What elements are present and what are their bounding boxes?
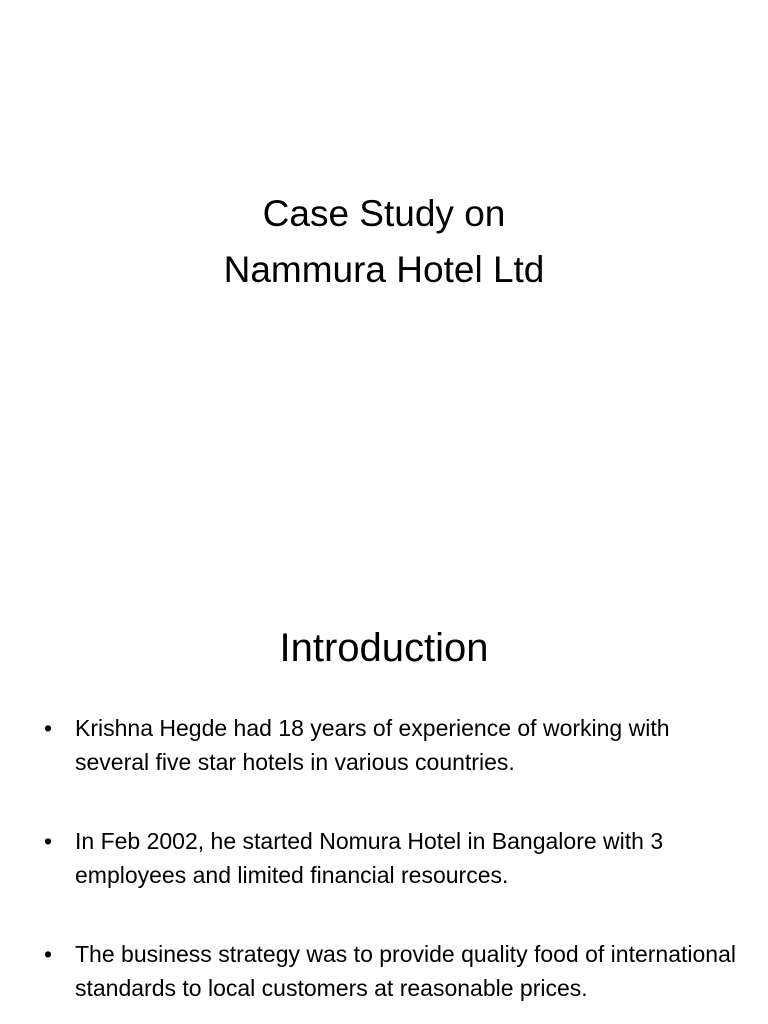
bullet-text: The business strategy was to provide quality food of international standards to local customers at reasonable prices. <box>75 941 736 1001</box>
title-line-2: Nammura Hotel Ltd <box>223 249 545 290</box>
slide-title-text <box>0 186 768 298</box>
bullet-list <box>44 711 744 1024</box>
section-heading: Introduction <box>279 626 489 670</box>
bullet-icon: • <box>44 828 53 854</box>
slide-introduction <box>0 576 768 1024</box>
bullet-text: Krishna Hegde had 18 years of experience of working with several five star hotels in various countries. <box>75 715 670 775</box>
title-line-1: Case Study on <box>262 193 506 234</box>
bullet-text: In Feb 2002, he started Nomura Hotel in Bangalore with 3 employees and limited financial resources. <box>75 828 664 888</box>
bullet-item <box>44 711 744 779</box>
bullet-icon: • <box>44 941 53 967</box>
bullet-item <box>44 937 744 1005</box>
bullet-item <box>44 824 744 892</box>
bullet-icon: • <box>44 715 53 741</box>
